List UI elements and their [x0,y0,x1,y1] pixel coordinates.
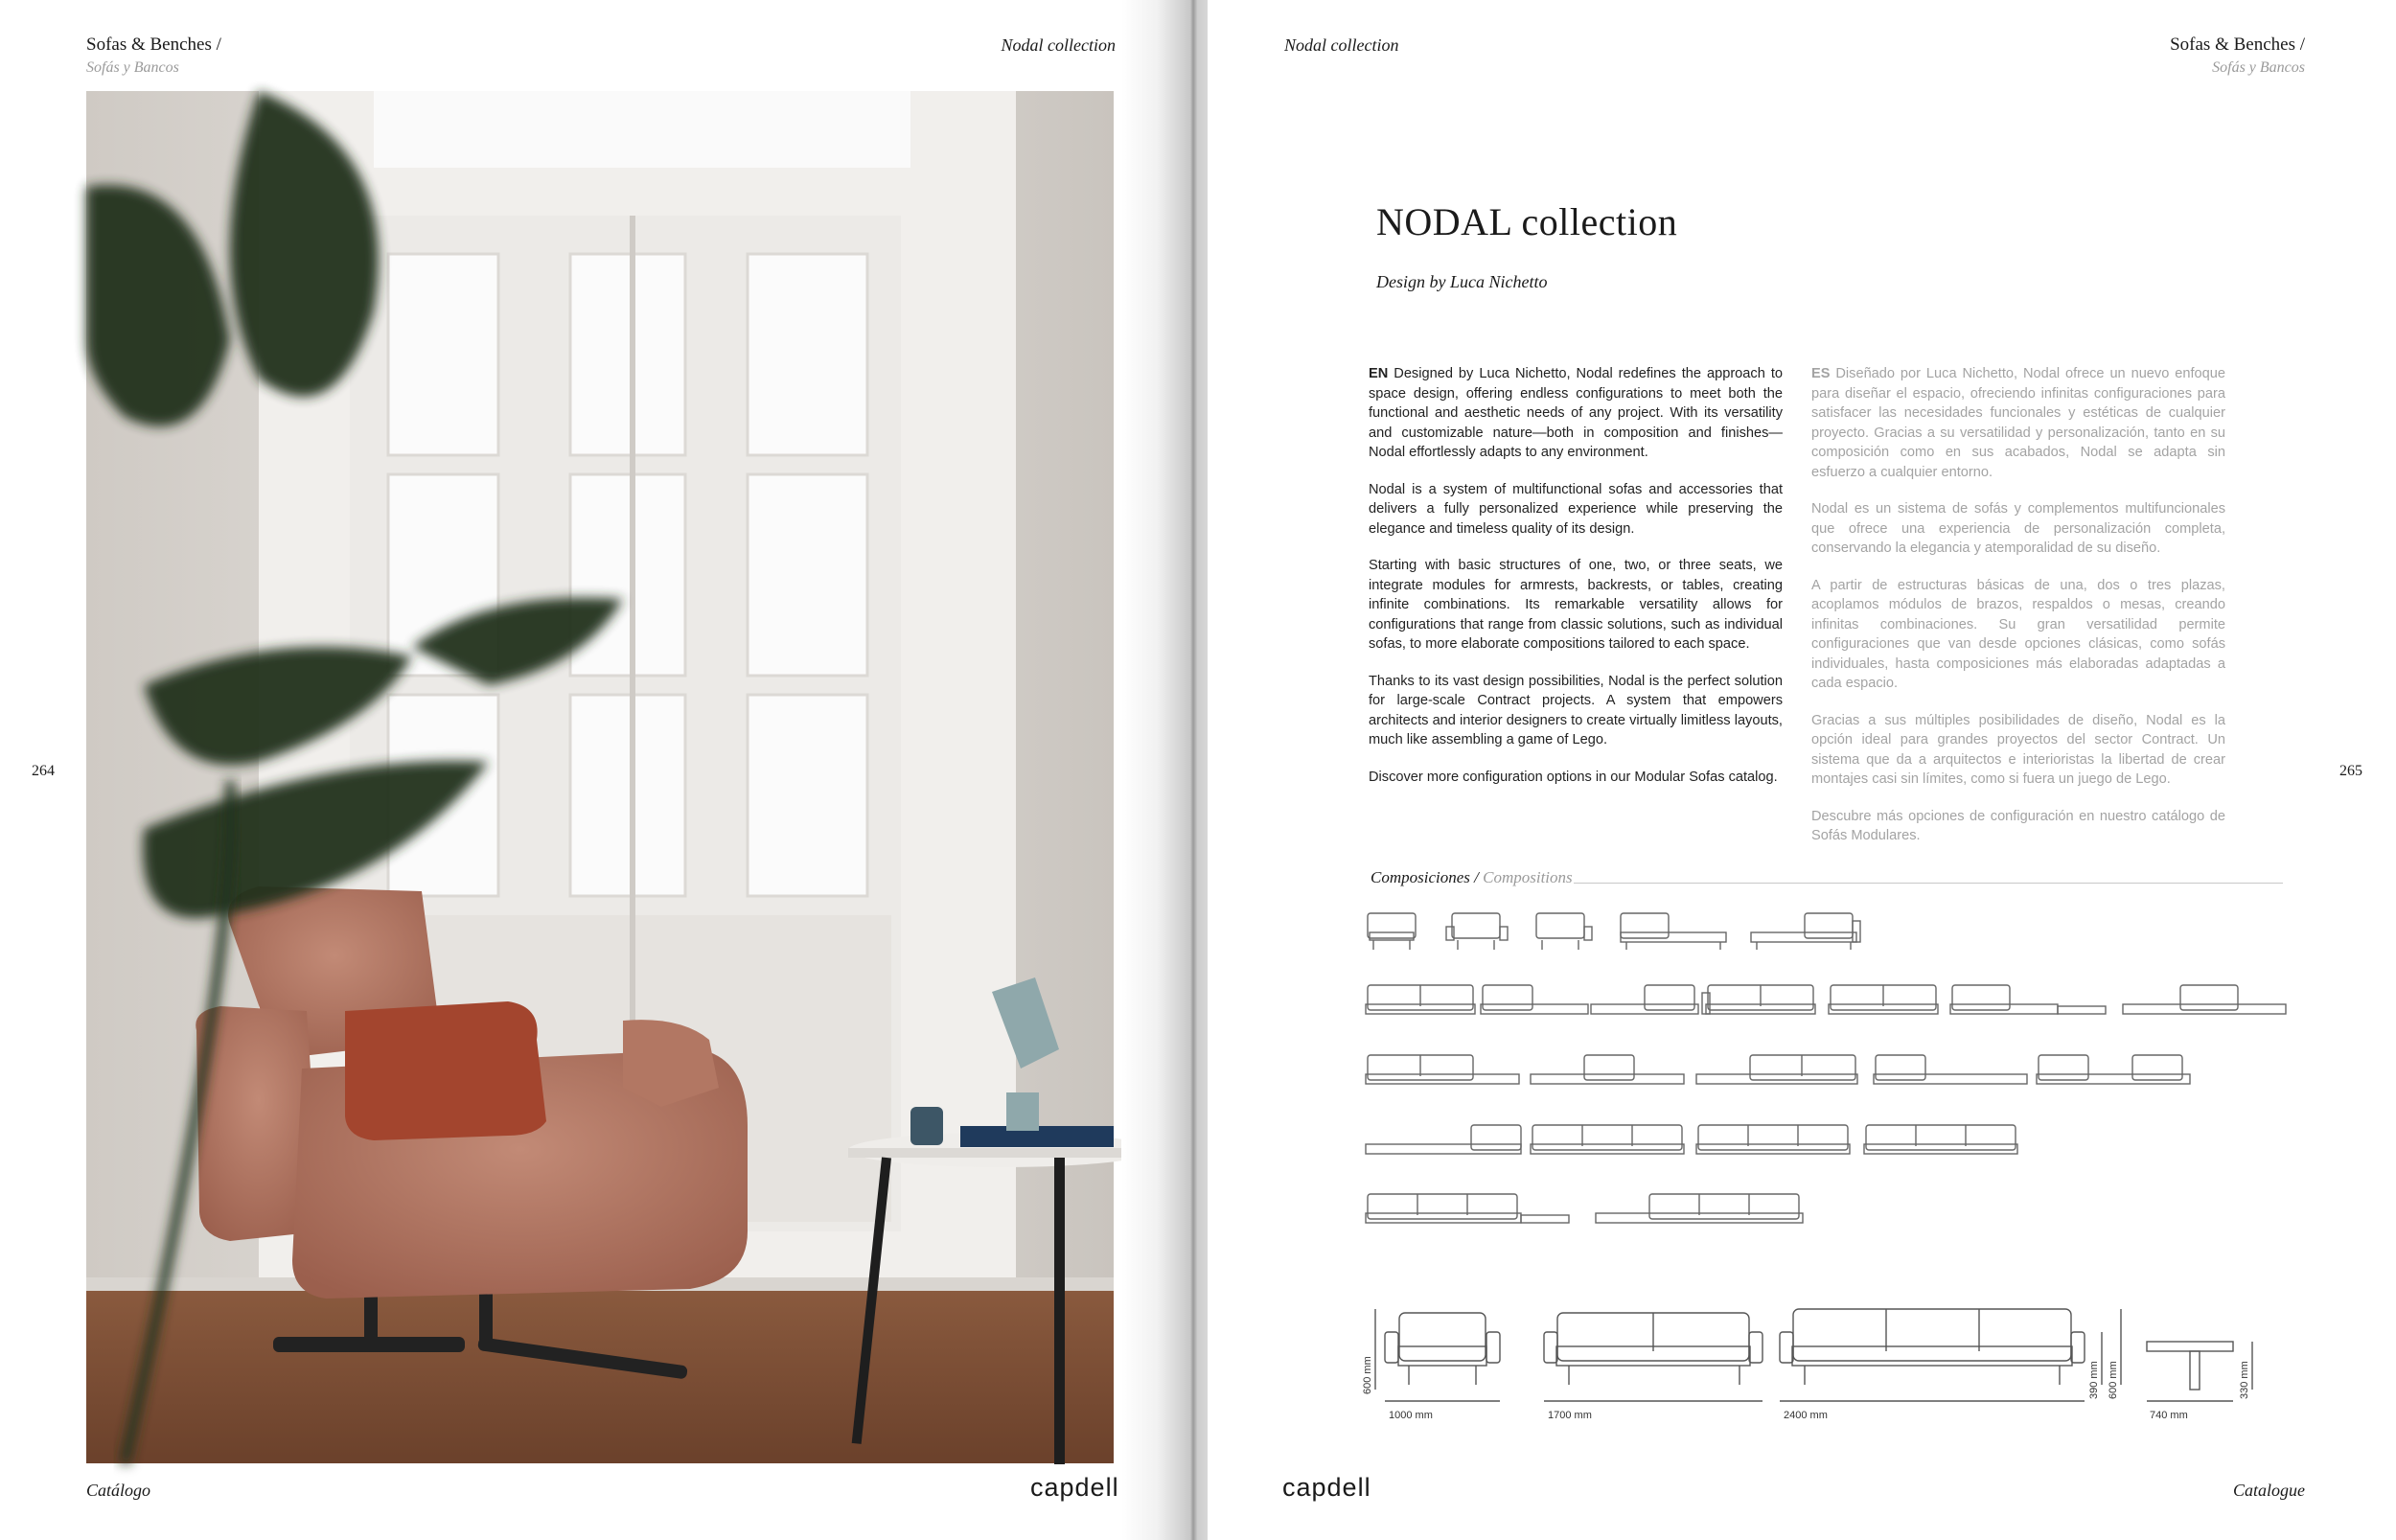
armchair-scene-illustration [86,91,1114,1463]
height-label-d: 330 mm [2239,1361,2250,1399]
catalog-footer: Catálogo [86,1481,151,1500]
composition-2 [1446,913,1508,950]
en-language-tag: EN [1369,366,1389,381]
compositions-row-5 [1366,1194,1803,1223]
section-header-right [2170,34,2305,80]
en-paragraph-4: Thanks to its vast design possibilities, Nodal is the perfect solution for large-scale Contract projects. A system that empowers architects and interior designers to create virtually limitless layouts, much like assembling a game of Lego. [1369,673,1783,747]
compositions-row-3 [1366,1055,2190,1084]
armchair-photo [86,91,1114,1463]
en-paragraph-5: Discover more configuration options in our Modular Sofas catalog. [1369,769,1778,785]
composition-1 [1368,913,1416,950]
spanish-description [1811,364,2225,863]
section-subtitle-right: Sofás y Bancos [2212,59,2305,76]
es-language-tag: ES [1811,366,1831,381]
catalogue-footer: Catalogue [2233,1481,2305,1500]
compositions-diagram [1366,906,2324,1241]
capdell-logo-right: capdell [1282,1473,1371,1502]
width-label-2: 1700 mm [1548,1410,1592,1421]
dimensions-diagram [1362,1294,2324,1447]
english-description [1369,364,1783,804]
en-paragraph-1: EN Designed by Luca Nichetto, Nodal redefines the approach to space design, offering endless configurations to meet both the functional and aesthetic needs of any project. With its versatility and customizable nature—both in composition and finishes—Nodal effortlessly adapts to any environment. [1369,366,1783,460]
es-paragraph-3: A partir de estructuras básicas de una, dos o tres plazas, acoplamos módulos de brazos, respaldos o mesas, creando infinitas combinaciones. Su gran versatilidad permite configuraciones que van desde opciones clásicas, como sofás individuales, hasta composiciones más elaboradas adaptadas a cada espacio. [1811,577,2225,691]
section-subtitle: Sofás y Bancos [86,59,179,76]
height-label-a: 600 mm [1362,1356,1373,1394]
compositions-label-en: Compositions [1483,868,1573,886]
left-page [0,0,1169,1540]
page-title: NODAL collection [1376,200,1678,243]
page-number-right: 265 [2339,763,2362,779]
width-label-4: 740 mm [2150,1410,2188,1421]
es-paragraph-5: Descubre más opciones de configuración en nuestro catálogo de Sofás Modulares. [1811,808,2225,843]
es-paragraph-1: ES Diseñado por Luca Nichetto, Nodal ofrece un nuevo enfoque para diseñar el espacio, ofreciendo infinitas configuraciones para satisfacer las necesidades funcionales y estéticas de cualquier proyecto. Gracias a su versatilidad y personalización, tanto en su composición como en sus acabados, Nodal se adapta sin esfuerzo a cualquier entorno. [1811,366,2225,480]
height-label-b: 390 mm [2088,1361,2100,1399]
es-paragraph-2: Nodal es un sistema de sofás y complementos multifuncionales que ofrece una experiencia de personalización completa, conservando la elegancia y atemporalidad de su diseño. [1811,501,2225,556]
collection-header: Nodal collection [1001,35,1116,55]
page-number: 264 [32,763,55,779]
width-label-3: 2400 mm [1784,1410,1828,1421]
en-paragraph-2: Nodal is a system of multifunctional sofas and accessories that delivers a fully personalized experience while preserving the elegance and timeless quality of its design. [1369,481,1783,537]
width-label-1: 1000 mm [1389,1410,1433,1421]
compositions-label-es: Composiciones / [1371,868,1479,886]
composition-4 [1621,913,1726,950]
section-header [86,34,221,80]
designer-credit: Design by Luca Nichetto [1376,272,1548,291]
height-label-c: 600 mm [2108,1361,2119,1399]
section-title: Sofas & Benches / [86,34,221,55]
composition-3 [1536,913,1592,950]
capdell-logo: capdell [1030,1473,1119,1502]
es-paragraph-4: Gracias a sus múltiples posibilidades de diseño, Nodal es la opción ideal para grandes proyectos del sector Contract. Un sistema que da a arquitectos e interioristas la libertad de crear montajes casi sin límites, como si fuera un juego de Lego. [1811,712,2225,787]
compositions-heading [1371,868,1573,887]
collection-header-right: Nodal collection [1284,35,1399,55]
compositions-row-4 [1366,1125,2017,1154]
en-paragraph-3: Starting with basic structures of one, two, or three seats, we integrate modules for armrests, backrests, or tables, creating infinite combinations. Its remarkable versatility allows for configurations that range from classic solutions, such as individual sofas, to more elaborate compositions tailored to each space. [1369,558,1783,652]
compositions-divider [1574,883,2283,884]
compositions-row-2 [1366,985,2286,1014]
section-title-right: Sofas & Benches / [2170,34,2305,55]
composition-5 [1751,913,1860,950]
